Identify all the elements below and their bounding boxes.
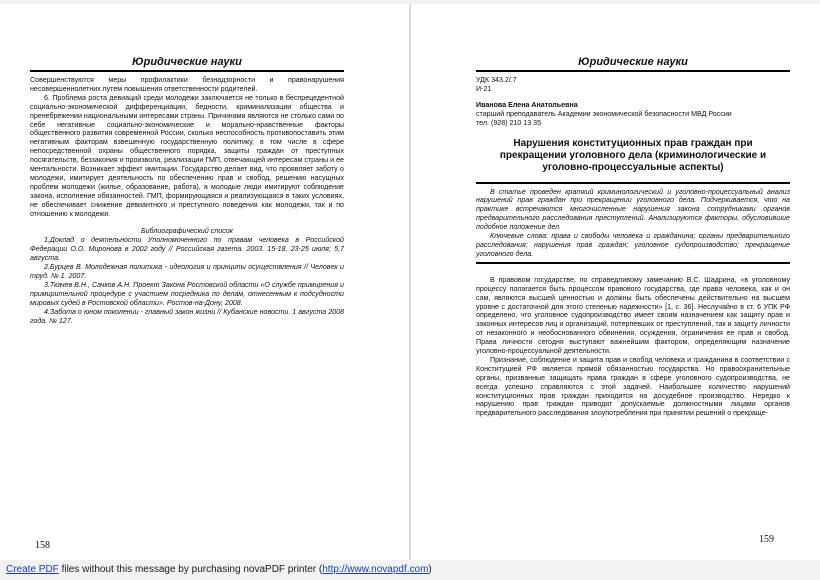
index-code: И-21: [476, 84, 492, 93]
paragraph: 6. Проблема роста девиаций среди молодежи заключается не только в беспрецедентной социально-экономической дифференциации, бедности, криминализации общества и пренебрежении национальными интересами страны. Причинами являются не столько сами по себе негативные социально-экономические и морально-нравственные факторы общественного развития современной России, сколько неспособность противопоставить этим негативным факторам взвешенную государственную политику, в том числе в сфере непосредственной охраны общественного порядка, защиты граждан от преступных посягательств, беззакония и произвола, реализации ГМП, отвечающей интересам страны и ее ментальности. Возникает эффект имитации. Государство делает вид, что проявляет заботу о молодежи, имитирует деятельность по обеспечению прав и свобод, решению насущных проблем молодежи (жилье, образование, работа), а молодые люди имитируют соблюдение закона, исполнение обязанностей. ГМП, формирующаяся и реализующаяся в таких условиях, не обеспечивает снижение девиантного и преступного поведения как молодежи, так и по отношению к молодежи.: [30, 93, 344, 218]
bibliography-item: 4.Забота о юном поколении - главный закон жизни // Кубанские новости. 1 августа 2008 года. № 127.: [30, 307, 344, 325]
bibliography-item: 1.Доклад о деятельности Уполномоченного по правам человека в Российской Федерации О.О. Миронова в 2002 году // Российская газета. 2003. 15-18, 23-25 июля; 5,7 августа.: [30, 236, 344, 263]
page-number-right: 159: [759, 534, 774, 545]
bibliography-item: 2.Бурцев В. Молодежная политика - идеология и принципы осуществления // Человек и труд. № 1. 2007.: [30, 263, 344, 281]
bibliography-title: Библиографический список: [140, 226, 234, 235]
paragraph: В правовом государстве, по справедливому замечанию В.С. Шадрина, «в уголовному процессу полагается быть процессом правового государства, где права человека, как и он сам, являются высшей ценностью и должны быть обеспечены действительно на высшем уровне с достаточной для этого степенью надежности» [1, с. 36]. Неслучайно в ст. 6 УПК РФ определено, что уголовное судопроизводство имеет своим назначением как защиту прав и законных интересов лиц и организаций, потерпевших от преступлений, так и защиту личности от незаконного и необоснованного обвинения, осуждения, ограничения ее прав и свобод. Права личности сегодня выступают важнейшим фактором, определяющим назначение уголовно-процессуальной деятельности.: [476, 275, 790, 356]
abstract: В статье проведен краткий криминологический и уголовно-процессуальный анализ нарушений прав граждан при прекращении уголовного дела. Подчеркивается, что на практике встречаются многочисленные нарушения закона сотрудниками органов предварительного расследования преступлений. Анализируются факторы, обусловившие подобное положение дел.: [476, 182, 790, 233]
novapdf-url-link[interactable]: http://www.novapdf.com: [322, 564, 429, 575]
author-position: старший преподаватель Академии экономической безопасности МВД России: [476, 109, 732, 118]
paragraph: Признание, соблюдение и защита прав и свобод человека и гражданина в соответствии с Конституцией РФ является прямой обязанностью государства. Но правоохранительные органы, призванные защищать права граждан в сфере уголовного судопроизводства, не всегда успешно справляются с этой задачей. Наибольшее количество нарушений конституционных прав граждан приходится на досудебное производство. Нередко к нарушению прав граждан приводят допускаемые должностными лицами органов предварительного расследования злоупотребления при принятии решений о прекраще-: [476, 355, 790, 418]
udc-code: УДК 343.2/.7: [476, 76, 517, 84]
pdf-watermark-footer: [6, 564, 432, 575]
author-name: Иванова Елена Анатольевна: [476, 100, 578, 109]
running-head-left: Юридические науки: [30, 56, 344, 72]
page-number-left: 158: [35, 540, 50, 551]
right-column: [476, 76, 790, 418]
running-head-right: Юридические науки: [476, 56, 790, 72]
left-page: [0, 4, 409, 560]
footer-end: ): [428, 564, 432, 575]
bibliography-item: 3.Ткачев В.Н., Сачков А.Н. Проект Закона Ростовской области «О службе примирения и примирительной процедуре с участием посредника по делам, отнесенным к подсудности мировых судей в Ростовской области». Ростов-на-Дону, 2008.: [30, 280, 344, 307]
footer-text: files without this message by purchasing novaPDF printer (: [58, 564, 323, 575]
left-column: [30, 76, 344, 325]
article-title: Нарушения конституционных прав граждан при прекращении уголовного дела (криминологические и уголовно-процессуальные аспекты): [499, 137, 767, 173]
author-phone: тел. (928) 210 13 35: [476, 118, 542, 127]
right-page: [411, 4, 820, 560]
create-pdf-link[interactable]: Create PDF: [6, 564, 59, 575]
keywords: Ключевые слова: права и свободы человека и гражданина; органы предварительного расследования; нарушения прав граждан; уголовное судопроизводство; прекращение уголовного дела.: [476, 232, 790, 264]
paragraph: Совершенствуются меры профилактики безнадзорности и правонарушения несовершеннолетних путем повышения ответственности родителей.: [30, 76, 344, 93]
